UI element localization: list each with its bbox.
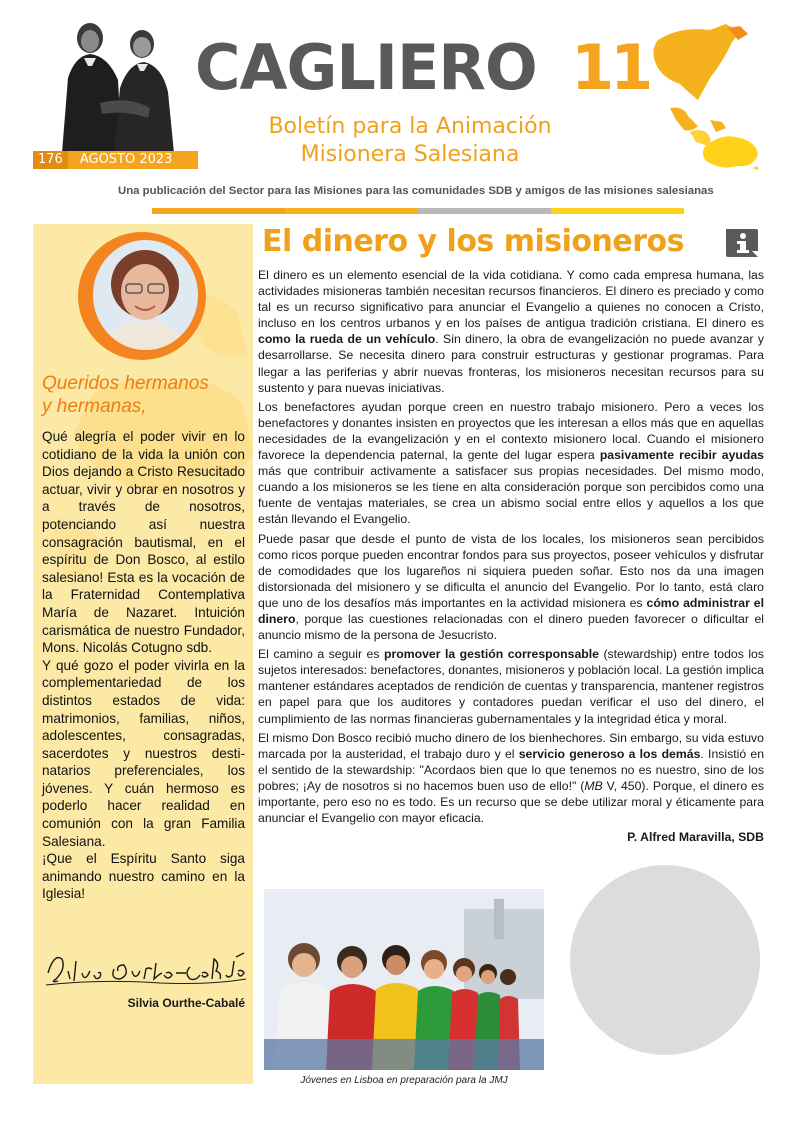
masthead-title: CAGLIERO (195, 31, 537, 104)
issue-date: AGOSTO 2023 (79, 152, 173, 167)
article-paragraph-4 (258, 646, 764, 726)
publication-line: Una publicación del Sector para las Misiones para las comunidades SDB y amigos de las misiones salesianas (118, 185, 714, 197)
greeting-line-1: Queridos hermanos (42, 373, 209, 394)
article-paragraph-2 (258, 399, 764, 528)
photo-caption: Jóvenes en Lisboa en preparación para la JMJ (300, 1075, 508, 1086)
sidebar-letter (42, 428, 245, 903)
italic-ref: MB (584, 778, 603, 793)
greeting (42, 372, 252, 418)
text-span: Puede pasar que desde el punto de vista de los locales, los misioneros sean percibidos como ricos porque pueden encontrar fondos para sus proyectos, poseer vehículos y disfrutar de comodidades que los lugareños ni siquiera pueden soñar. Esto nos da una imagen distorsionada del misionero y se dificulta el anuncio del Evangelio. Por lo tanto, está claro que uno de los desafíos más importantes en la actividad misionera es (258, 531, 764, 610)
subtitle-line-1: Boletín para la Animación (268, 114, 552, 139)
sidebar-paragraph: Qué alegría el poder vivir en lo cotidiano de la vida la unión con Dios dejando a Cristo Resucitado actuar, vivir y obrar en nosotros y a través de nosotros, potenciando así nuestra consagración bautismal, en el espíritu de Don Bosco, al estilo salesiano! Esta es la vocación de la Fraternidad Contemplativa María de Nazaret. Intuición carismática de nuestro Fundador, Mons. Nicolás Cotugno sdb. (42, 429, 245, 656)
sidebar-paragraph: Y qué gozo el poder vivirla en la complementariedad de los distintos estados de vida: matrimonios, familias, niños, adolescentes, consagradas, sacerdotes y nuestros destinatarios preferenciales, los jóvenes. Y cuán hermoso es poderlo hacer realidad en comunión con la gran Familia Salesiana. (42, 657, 245, 849)
text-span: Los benefactores ayudan porque creen en nuestro trabajo misionero. Pero a veces los benefactores y donantes insisten en proyectos que les interesan a ellos más que en aquellas necesidades de la evangelización y en el contexto misionero local. Cuando el misionero favorece la dependencia paternal, la gente del lugar espera (258, 399, 764, 463)
color-band (152, 208, 684, 214)
author-portrait (93, 240, 198, 350)
text-span: El camino a seguir es (258, 647, 384, 662)
emphasis: como la rueda de un vehículo (258, 332, 436, 347)
signature-name: Silvia Ourthe-Cabalé (127, 996, 245, 1010)
article-paragraph-3 (258, 531, 764, 644)
masthead-number: 11 (571, 31, 650, 104)
emphasis: cómo administrar el dinero (258, 595, 764, 626)
emphasis: pasivamente recibir ayudas (599, 448, 764, 463)
text-span: V, 450). Porque, el dinero es importante, pero eso no es todo. Es un recurso que se debe utilizar moral y éticamente para anunciar el Evangelio con mayor eficacia. (258, 778, 764, 826)
text-span: , porque las cuestiones relacionadas con el dinero pueden favorecer o dificultar el anuncio mismo de la persona de Jesucristo. (258, 611, 764, 643)
article-paragraph-5 (258, 730, 764, 827)
article-author: P. Alfred Maravilla, SDB (627, 830, 764, 845)
article-paragraph-1 (258, 267, 764, 396)
article-body (258, 267, 764, 848)
text-span: . Sin dinero, la obra de evangelización no puede avanzar y desarrollarse. Se necesita dinero para construir estructuras y gestionar programas. Para llegar a las periferias y abrir nuevas fronteras, los misioneros necesitan recursos para su sustento y para nuevas iniciativas. (258, 332, 765, 395)
founders-photo (40, 8, 200, 153)
youth-group-photo (264, 889, 544, 1070)
text-span: El mismo Don Bosco recibió mucho dinero de los bienhechores. Sin embargo, su vida estuvo marcada por la austeridad, el trabajo duro y el (258, 730, 764, 761)
emphasis: promover la gestión corresponsable (383, 647, 599, 662)
greeting-line-2: y hermanas, (42, 396, 147, 417)
subtitle-line-2: Misionera Salesiana (300, 142, 520, 167)
text-span: . Insistió en el sentido de la stewardship: "Acordaos bien que lo que tenemos no es nuestro, sino de los pobres; ¡Ay de nosotros si no hacemos buen uso de ello!" ( (258, 746, 765, 793)
sidebar-paragraph: ¡Que el Espíritu Santo siga animando nuestro camino en la Iglesia! (42, 851, 245, 902)
band-segment-1 (152, 208, 285, 214)
emphasis: servicio generoso a los demás (518, 746, 701, 761)
decorative-circle (570, 865, 760, 1055)
info-icon (722, 227, 760, 259)
text-span: El dinero es un elemento esencial de la vida cotidiana. Y como cada empresa humana, las actividades misioneras también necesitan recursos financieros. El dinero es preciado y como tal es un recurso significativo para anunciar el Evangelio a quienes no conocen a Cristo, incluso en los centros urbanos y en los países de antigua tradición cristiana. El dinero es (258, 268, 764, 331)
issue-bar (33, 151, 198, 169)
band-segment-4 (551, 208, 684, 214)
text-span: más que contribuir activamente a satisfacer sus propias necesidades. Del mismo modo, cuando a los misioneros se les tiene en alta consideración porque son percibidos como una fuente de ventajas materiales, se crea un abismo social entre ellos y aquellos a los que están llevando el Evangelio. (258, 464, 764, 527)
article-title: El dinero y los misioneros (262, 224, 684, 259)
band-segment-2 (285, 208, 418, 214)
issue-number: 176 (33, 151, 68, 169)
subtitle (230, 113, 590, 169)
world-map-icon (640, 20, 790, 170)
handwritten-signature (40, 935, 250, 995)
band-segment-3 (418, 208, 551, 214)
text-span: (stewardship) entre todos los sujetos interesados: benefactores, donantes, misioneros y población local. La gestión implica mantener estándares aceptados de rendición de cuentas y transparencia, mantener registros en papel para que los auditores y contadores puedan verificar el uso del dinero, el cumplimiento de las normas financieras gubernamentales y la integridad ética y moral. (258, 647, 764, 726)
